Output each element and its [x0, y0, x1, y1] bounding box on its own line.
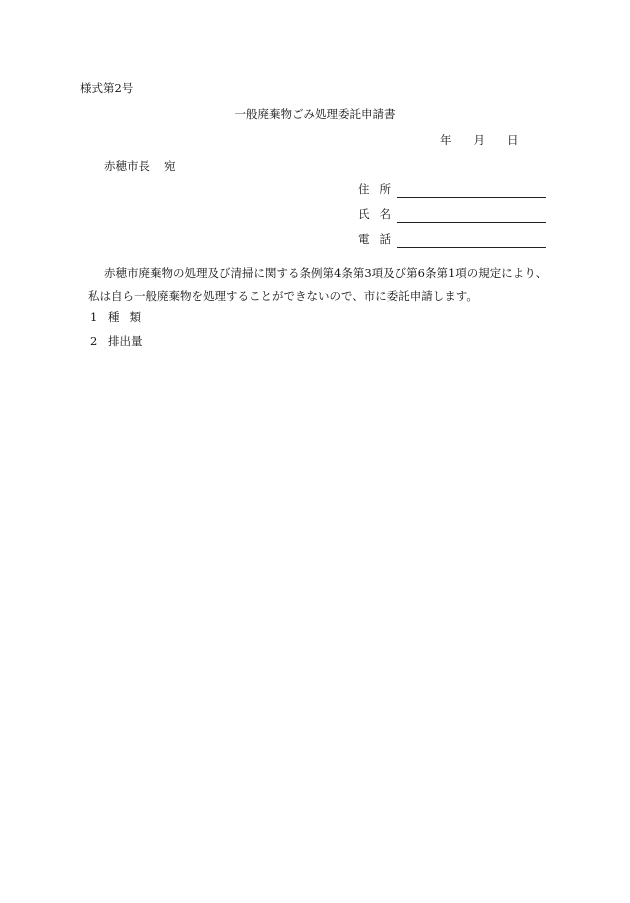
item-number: 2 [90, 334, 98, 348]
address-label-char-2: 所 [379, 182, 391, 196]
item-amount [90, 333, 143, 349]
item-type-char-2: 類 [129, 310, 141, 324]
address-input-line[interactable] [397, 182, 546, 198]
item-amount-label: 排出量 [108, 334, 143, 348]
phone-label [358, 231, 391, 248]
address-label-char-1: 住 [358, 182, 370, 196]
date-day-label: 日 [507, 133, 519, 147]
form-number: 様式第2号 [80, 81, 134, 95]
phone-label-char-2: 話 [379, 232, 391, 246]
name-label-char-2: 名 [379, 207, 391, 221]
addressee [104, 158, 176, 174]
date-month-label: 月 [473, 133, 485, 147]
document-title: 一般廃棄物ごみ処理委託申請書 [234, 107, 396, 121]
body-paragraph-line-1: 赤穂市廃棄物の処理及び清掃に関する条例第4条第3項及び第6条第1項の規定により、 [104, 266, 548, 280]
addressee-name: 赤穂市長 [104, 159, 150, 173]
item-type-label [108, 310, 151, 324]
name-field[interactable] [358, 206, 546, 223]
name-input-line[interactable] [397, 207, 546, 223]
item-number: 1 [90, 310, 98, 324]
name-label [358, 206, 391, 223]
date-line [440, 132, 519, 148]
phone-field[interactable] [358, 231, 546, 248]
item-type [90, 309, 151, 325]
phone-label-char-1: 電 [358, 232, 370, 246]
phone-input-line[interactable] [397, 232, 546, 248]
addressee-honorific: 宛 [164, 159, 176, 173]
item-type-char-1: 種 [108, 310, 120, 324]
address-label [358, 181, 391, 198]
body-paragraph-line-2: 私は自ら一般廃棄物を処理することができないので、市に委託申請します。 [88, 289, 478, 303]
address-field[interactable] [358, 181, 546, 198]
date-year-label: 年 [440, 133, 452, 147]
name-label-char-1: 氏 [358, 207, 370, 221]
